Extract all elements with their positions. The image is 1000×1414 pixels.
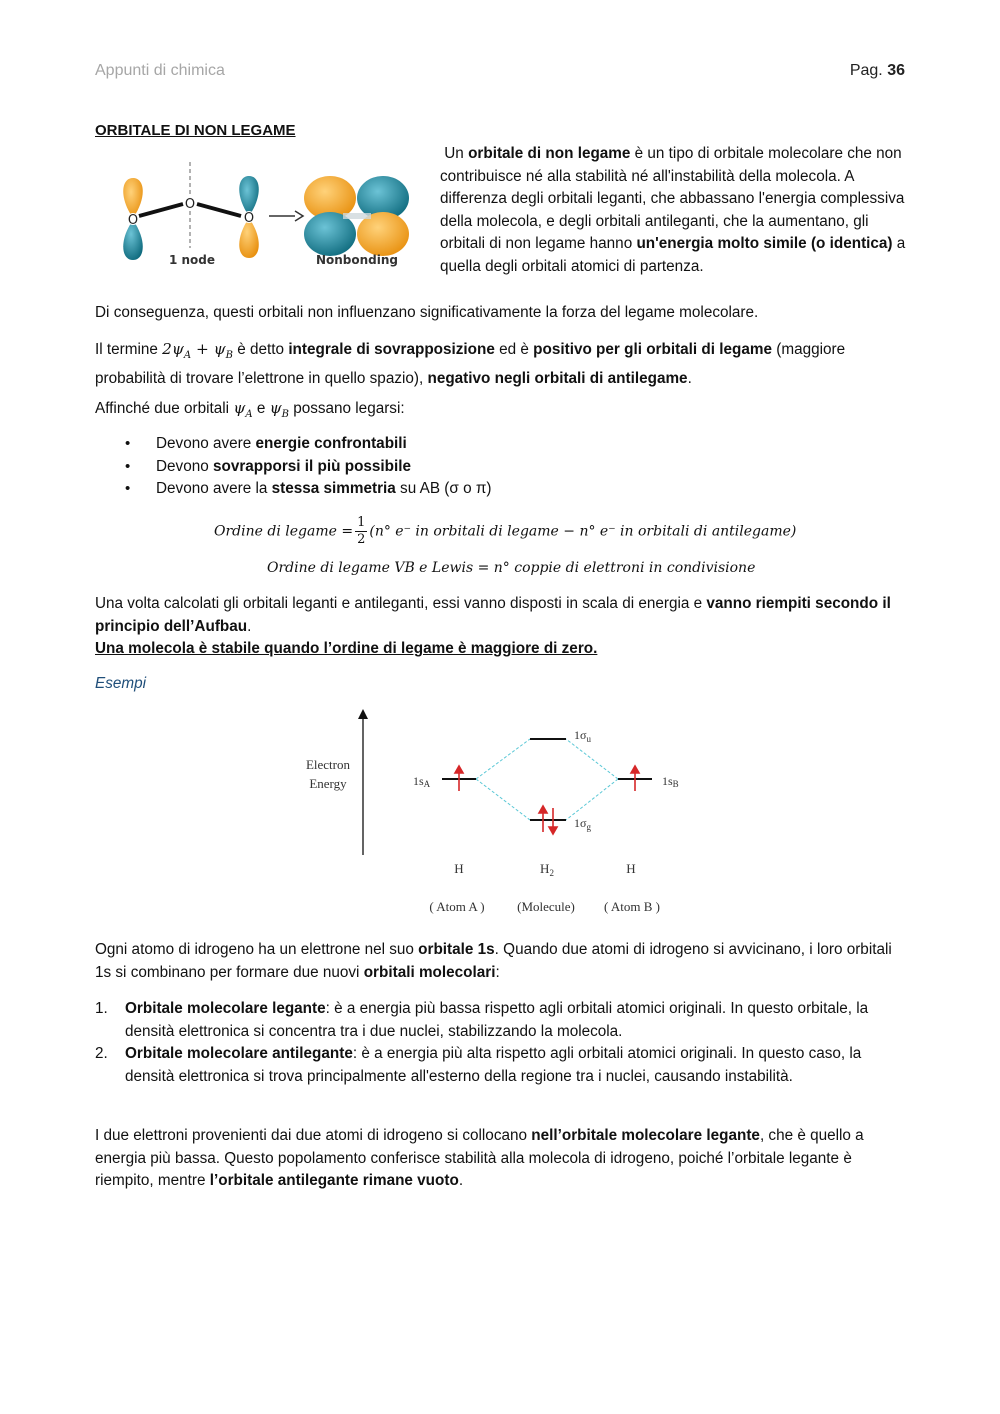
final-paragraph: I due elettroni provenienti dai due atomi di idrogeno si collocano nell’orbitale molecolare legante, che è quello a energia più bassa. Questo popolamento conferisce stabilità alla molecola di idrogeno, poiché l’orbitale legante è riempito, mentre l’orbitale antilegante rimane vuoto. — [95, 1127, 864, 1190]
section-title: ORBITALE DI NON LEGAME — [95, 122, 296, 139]
conditions-intro: Affinché due orbitali $\psi_A$ e $\psi_B$ possano legarsi: — [95, 399, 405, 421]
after-intro: Di conseguenza, questi orbitali non influenzano significativamente la forza del legame molecolare. — [95, 304, 759, 321]
examples-heading: Esempi — [95, 675, 147, 692]
atom-o-left: O — [127, 213, 139, 228]
caption-left: ( Atom A ) — [429, 899, 485, 914]
y-label-2: Energy — [309, 776, 347, 791]
header-title: Appunti di chimica — [95, 62, 225, 79]
aufbau-paragraph: Una volta calcolati gli orbitali leganti e antileganti, essi vanno disposti in scala di energia e vanno riempiti secondo il principio dell’Aufbau. — [95, 595, 891, 635]
col-right: H — [626, 861, 636, 876]
label-1sA: 1sA — [413, 774, 431, 789]
numbered-item: 1. Orbitale molecolare legante: è a energia più bassa rispetto agli orbitali atomici originali. In questo orbitale, la densità elettronica si concentra tra i due nuclei, stabilizzando la molecola. — [95, 1000, 869, 1040]
page-number-value: 36 — [887, 62, 905, 79]
numbered-item: 2. Orbitale molecolare antilegante: è a energia più alta rispetto agli orbitali atomici originali. In questo caso, la densità elettronica si trova principalmente all'esterno della regione tra i nuclei, causando instabilità. — [95, 1045, 862, 1085]
overlap-paragraph: Il termine $2\psi_A + \psi_B$ è detto integrale di sovrapposizione ed è positivo per gli orbitali di legame (maggiore probabilità di trovare l’elettrone in quello spazio), negativo negli orbitali di antilegame. — [95, 340, 846, 387]
hydrogen-paragraph: Ogni atomo di idrogeno ha un elettrone nel suo orbitale 1s. Quando due atomi di idrogeno si avvicinano, i loro orbitali 1s si combinano per formare due nuovi orbitali molecolari: — [95, 941, 892, 981]
label-1sB: 1sB — [662, 774, 679, 789]
caption-right: ( Atom B ) — [604, 899, 660, 914]
h2-mo-diagram — [290, 705, 710, 920]
stability-rule: Una molecola è stabile quando l’ordine di legame è maggiore di zero. — [95, 640, 598, 657]
bond-order-vb-equation: Ordine di legame VB e Lewis = n° coppie di elettroni in condivisione — [267, 560, 756, 576]
nonbonding-orbital-figure — [115, 158, 415, 273]
caption-mid: (Molecule) — [517, 899, 575, 914]
label-sigma-u: $1\sigma_u$ — [574, 728, 591, 744]
intro-paragraph: Un orbitale di non legame è un tipo di orbitale molecolare che non contribuisce né alla stabilità né all'instabilità della molecola. A differenza degli orbitali leganti, che abbassano l'energia complessiva della molecola, e degli orbitali antileganti, che la aumentano, gli orbitali di non legame hanno un'energia molto simile (o identica) a quella degli orbitali atomici di partenza. — [440, 145, 906, 275]
col-mid: $H_2$ — [540, 861, 554, 878]
col-left: H — [454, 861, 464, 876]
overlap-expression: $2\psi_A + \psi_B$ — [162, 340, 234, 362]
bond-order-equation: Ordine di legame = $\frac{1}{2}$ (n° e⁻ in orbitali di legame − n° e⁻ in orbitali di antilegame) — [214, 515, 797, 547]
page-number — [850, 62, 905, 80]
label-sigma-g: $1\sigma_g$ — [574, 816, 591, 832]
y-label-1: Electron — [305, 757, 351, 772]
atom-o-mid: O — [184, 197, 196, 212]
left-lobe-top — [123, 178, 143, 218]
atom-o-right: O — [243, 211, 255, 226]
node-label: 1 node — [168, 253, 216, 267]
right-lobe-top — [239, 176, 259, 216]
term-nonbonding: orbitale di non legame — [468, 145, 631, 162]
result-label: Nonbonding — [315, 253, 399, 267]
page-prefix: Pag. — [849, 62, 883, 79]
